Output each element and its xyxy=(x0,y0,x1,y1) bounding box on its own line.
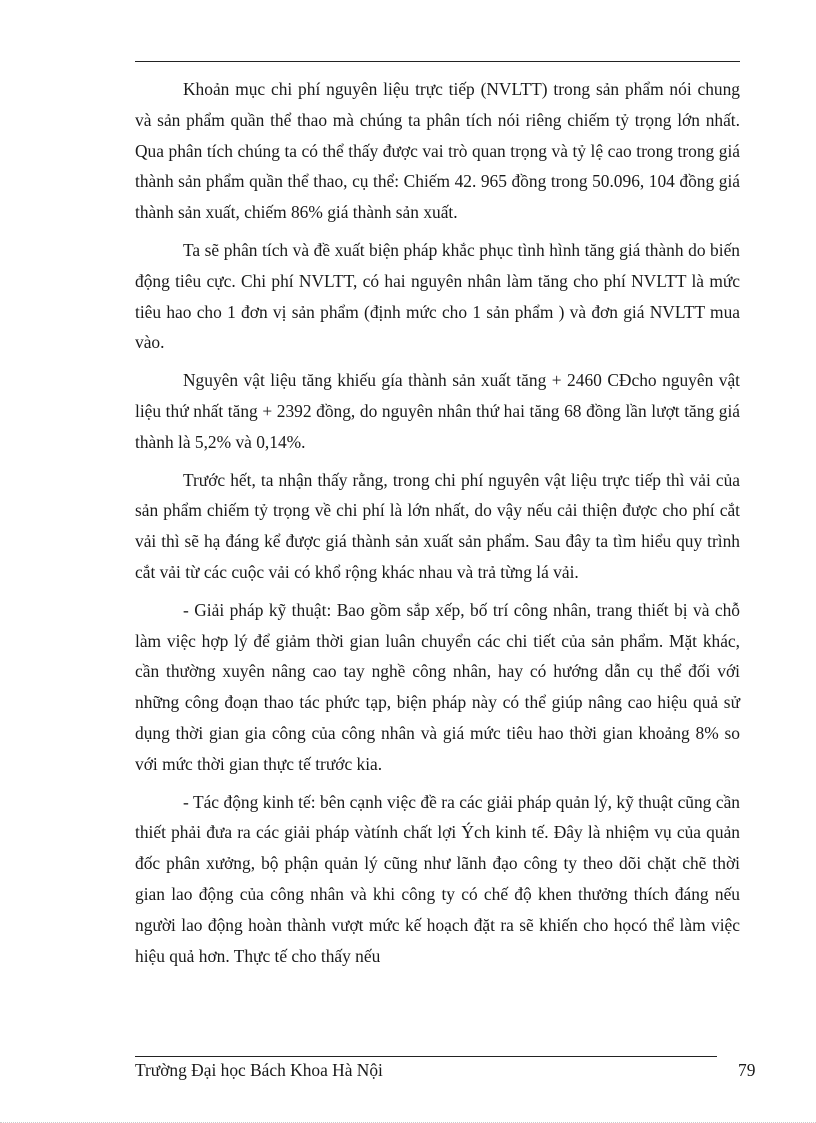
paragraph-nvltt-share: Khoản mục chi phí nguyên liệu trực tiếp (NVLTT) trong sản phẩm nói chung và sản phẩm quần thể thao mà chúng ta phân tích nói riêng chiếm tỷ trọng lớn nhất. Qua phân tích chúng ta có thể thấy được vai trò quan trọng và tỷ lệ cao trong trong giá thành sản phẩm quần thể thao, cụ thể: Chiếm 42. 965 đồng trong 50.096, 104 đồng giá thành sản xuất, chiếm 86% giá thành sản xuất. xyxy=(135,79,740,223)
paragraph-technical-solution: - Giải pháp kỹ thuật: Bao gồm sắp xếp, bố trí công nhân, trang thiết bị và chỗ làm việc hợp lý để giảm thời gian luân chuyển các chi tiết của sản phẩm. Mặt khác, cần thường xuyên nâng cao tay nghề công nhân, hay có hướng dẫn cụ thể đối với những công đoạn thao tác phức tạp, biện pháp này có thể giúp nâng cao hiệu quả sử dụng thời gian gia công của công nhân và giá mức tiêu hao thời gian khoảng 8% so với mức thời gian thực tế trước kia. xyxy=(135,599,740,774)
paragraph-fabric-cutting: Trước hết, ta nhận thấy rằng, trong chi phí nguyên vật liệu trực tiếp thì vải của sản phẩm chiếm tỷ trọng về chi phí là lớn nhất, do vậy nếu cải thiện được cho phí cắt vải thì sẽ hạ đáng kể được giá thành sản xuất sản phẩm. Sau đây ta tìm hiểu quy trình cắt vải từ các cuộc vải có khổ rộng khác nhau và trả từng lá vải. xyxy=(135,469,740,582)
paragraph-material-increase: Nguyên vật liệu tăng khiếu gía thành sản xuất tăng + 2460 CĐcho nguyên vật liệu thứ nhất tăng + 2392 đồng, do nguyên nhân thứ hai tăng 68 đồng lần lượt tăng giá thành là 5,2% và 0,14%. xyxy=(135,370,740,452)
page-number: 79 xyxy=(738,1060,756,1080)
body-text xyxy=(135,74,740,978)
footer-school-name: Trường Đại học Bách Khoa Hà Nội xyxy=(135,1060,383,1080)
paragraph-cost-causes: Ta sẽ phân tích và đề xuất biện pháp khắc phục tình hình tăng giá thành do biến động tiêu cực. Chi phí NVLTT, có hai nguyên nhân làm tăng cho phí NVLTT là mức tiêu hao cho 1 đơn vị sản phẩm (định mức cho 1 sản phẩm ) và đơn giá NVLTT mua vào. xyxy=(135,239,740,353)
header-rule xyxy=(135,61,740,62)
paragraph-economic-impact: - Tác động kinh tế: bên cạnh việc đề ra các giải pháp quản lý, kỹ thuật cũng cần thiết phải đưa ra các giải pháp vàtính chất lợi Ých kinh tế. Đây là nhiệm vụ của quản đốc phân xưởng, bộ phận quản lý cũng như lãnh đạo công ty theo dõi chặt chẽ thời gian lao động của công nhân và khi công ty có chế độ khen thưởng thích đáng nếu người lao động hoàn thành vượt mức kế hoạch đặt ra sẽ khiến cho họcó thể làm việc hiệu quả hơn. Thực tế cho thấy nếu xyxy=(135,791,740,966)
